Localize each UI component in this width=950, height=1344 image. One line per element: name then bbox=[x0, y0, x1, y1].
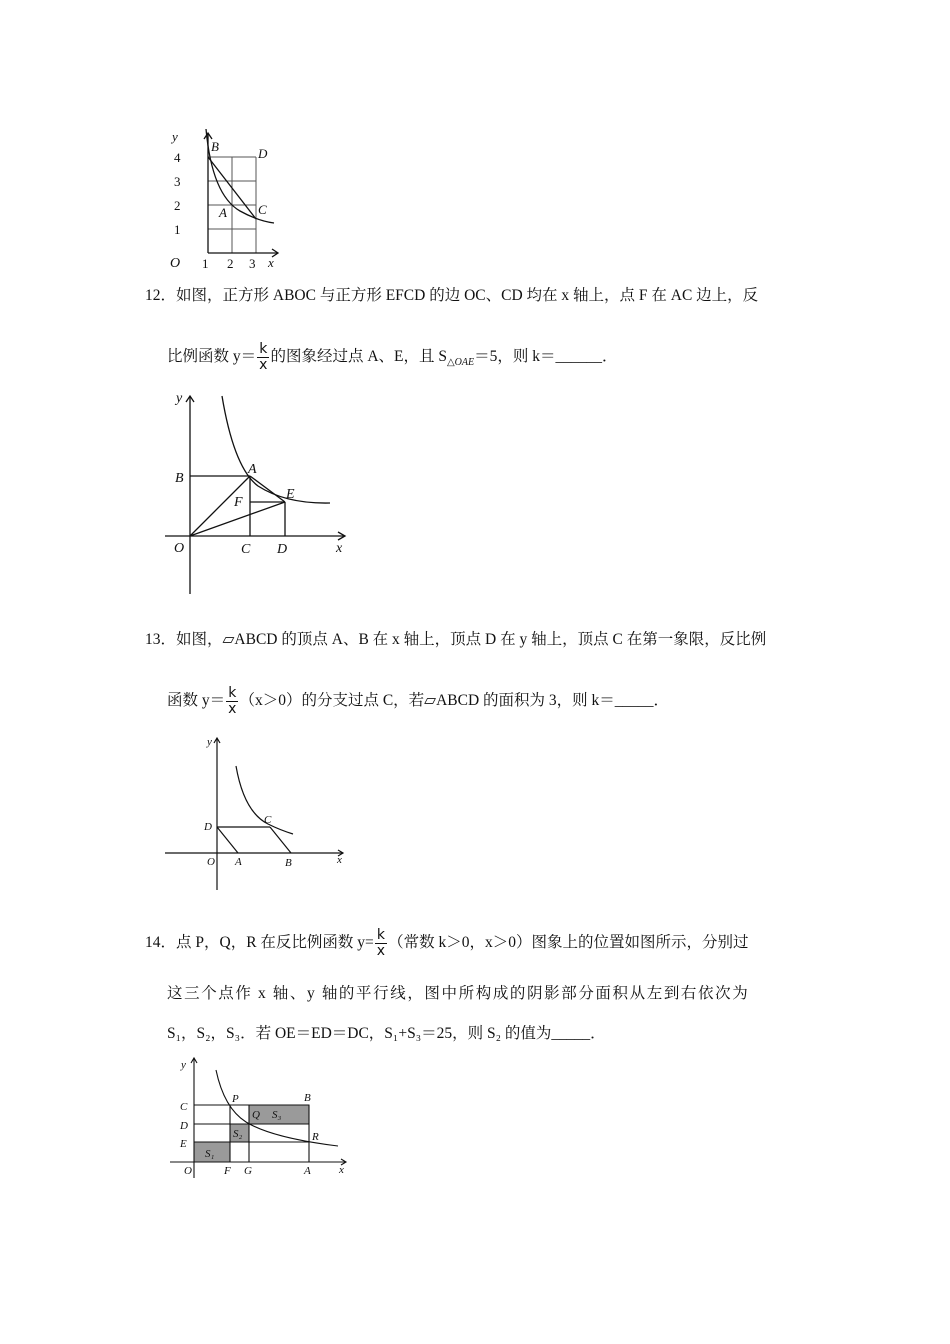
fig11-xtick-2: 2 bbox=[227, 256, 234, 271]
q13-line1 bbox=[145, 630, 766, 650]
fig11-ytick-3: 3 bbox=[174, 174, 181, 189]
q13-line2 bbox=[167, 684, 669, 718]
fig14-point-G: G bbox=[244, 1165, 252, 1177]
fig14-point-A: A bbox=[304, 1165, 311, 1177]
fig12-x-label: x bbox=[336, 541, 343, 556]
fig14-label-S1: S₁ bbox=[205, 1148, 215, 1160]
figure-q12 bbox=[160, 388, 360, 598]
q12-text-line2-end: ＝5，则 k＝______． bbox=[474, 348, 618, 365]
q12-number: 12． bbox=[145, 287, 177, 304]
figure-q11 bbox=[160, 125, 290, 275]
fig11-y-label: y bbox=[172, 129, 178, 144]
fig14-label-S3: S₃ bbox=[272, 1109, 282, 1121]
q12-line2 bbox=[167, 340, 618, 380]
q12-fraction bbox=[257, 342, 269, 373]
q14-line1 bbox=[145, 926, 748, 960]
q12-text-line1: 如图，正方形 ABOC 与正方形 EFCD 的边 OC、CD 均在 x 轴上，点 F 在 AC 边上，反 bbox=[176, 287, 759, 304]
fig11-point-C: C bbox=[258, 202, 267, 217]
q14-text-line2: 这三个点作 x 轴、y 轴的平行线，图中所构成的阴影部分面积从左到右依次为 bbox=[167, 985, 750, 1002]
fig12-point-D: D bbox=[277, 542, 288, 557]
q13-number: 13． bbox=[145, 631, 177, 648]
q14-text-line3: S₁，S₂，S₃．若 OE＝ED＝DC，S₁+S₃＝25，则 S₂ 的值为_____． bbox=[167, 1025, 606, 1042]
figure-q14 bbox=[160, 1052, 360, 1182]
fig12-point-A: A bbox=[248, 462, 257, 477]
fig12-point-F: F bbox=[234, 495, 243, 510]
q14-fraction bbox=[375, 928, 387, 959]
fig11-ytick-2: 2 bbox=[174, 198, 181, 213]
fig11-point-A: A bbox=[219, 205, 227, 220]
fig14-point-B: B bbox=[304, 1092, 311, 1104]
fig14-point-E: E bbox=[180, 1138, 187, 1150]
fig14-point-Q: Q bbox=[252, 1109, 260, 1121]
q14-frac-den: x bbox=[376, 942, 386, 959]
q14-text-line1-post: （常数 k＞0，x＞0）图象上的位置如图所示，分别过 bbox=[388, 934, 749, 951]
q14-number: 14． bbox=[145, 934, 177, 951]
q12-subscript: △OAE bbox=[446, 357, 475, 369]
q12-frac-num: k bbox=[257, 342, 269, 358]
q14-frac-num: k bbox=[375, 928, 387, 944]
fig12-point-B: B bbox=[175, 471, 184, 486]
q13-text-line1: 如图，▱ABCD 的顶点 A、B 在 x 轴上，顶点 D 在 y 轴上，顶点 C 在第一象限，反比例 bbox=[176, 631, 767, 648]
fig11-ytick-1: 1 bbox=[174, 222, 181, 237]
q13-frac-num: k bbox=[226, 686, 238, 702]
fig12-point-E: E bbox=[286, 487, 295, 502]
fig14-y-label: y bbox=[181, 1059, 186, 1071]
fig13-point-C: C bbox=[264, 814, 272, 826]
fig14-point-C: C bbox=[180, 1101, 188, 1113]
fig11-xtick-3: 3 bbox=[249, 256, 256, 271]
fig14-point-D: D bbox=[180, 1120, 188, 1132]
fig11-point-B: B bbox=[211, 139, 219, 154]
fig14-point-R: R bbox=[312, 1131, 319, 1143]
fig11-origin: O bbox=[170, 256, 181, 271]
fig11-point-D: D bbox=[258, 146, 268, 161]
fig13-y-label: y bbox=[207, 736, 212, 748]
q12-line1 bbox=[145, 286, 758, 306]
figure-q13 bbox=[160, 732, 360, 892]
q13-fraction bbox=[226, 686, 238, 717]
fig13-origin: O bbox=[207, 856, 215, 868]
q13-text-line2-post: （x＞0）的分支过点 C，若▱ABCD 的面积为 3，则 k＝_____． bbox=[239, 692, 670, 709]
fig13-x-label: x bbox=[337, 854, 342, 866]
fig13-point-D: D bbox=[204, 821, 212, 833]
fig14-point-P: P bbox=[232, 1093, 239, 1105]
q12-text-line2-pre: 比例函数 y＝ bbox=[167, 348, 257, 365]
fig14-x-label: x bbox=[339, 1164, 344, 1176]
fig13-point-A: A bbox=[235, 856, 242, 868]
q14-line2 bbox=[167, 984, 749, 1004]
fig11-ytick-4: 4 bbox=[174, 150, 181, 165]
q13-frac-den: x bbox=[228, 700, 237, 717]
fig14-origin: O bbox=[184, 1165, 192, 1177]
fig14-label-S2: S₂ bbox=[233, 1128, 243, 1140]
fig14-point-F: F bbox=[224, 1165, 231, 1177]
q14-text-line1-pre: 点 P，Q，R 在反比例函数 y= bbox=[176, 934, 374, 951]
q13-text-line2-pre: 函数 y＝ bbox=[167, 692, 226, 709]
fig12-point-C: C bbox=[241, 542, 251, 557]
fig13-point-B: B bbox=[285, 857, 292, 869]
q12-frac-den: x bbox=[259, 356, 268, 373]
fig12-y-label: y bbox=[176, 391, 183, 406]
fig11-xtick-1: 1 bbox=[202, 256, 209, 271]
fig11-x-label: x bbox=[268, 255, 274, 270]
q14-line3 bbox=[167, 1024, 606, 1044]
fig12-origin: O bbox=[174, 541, 185, 556]
q12-text-line2-post: 的图象经过点 A、E，且 S bbox=[270, 348, 447, 365]
